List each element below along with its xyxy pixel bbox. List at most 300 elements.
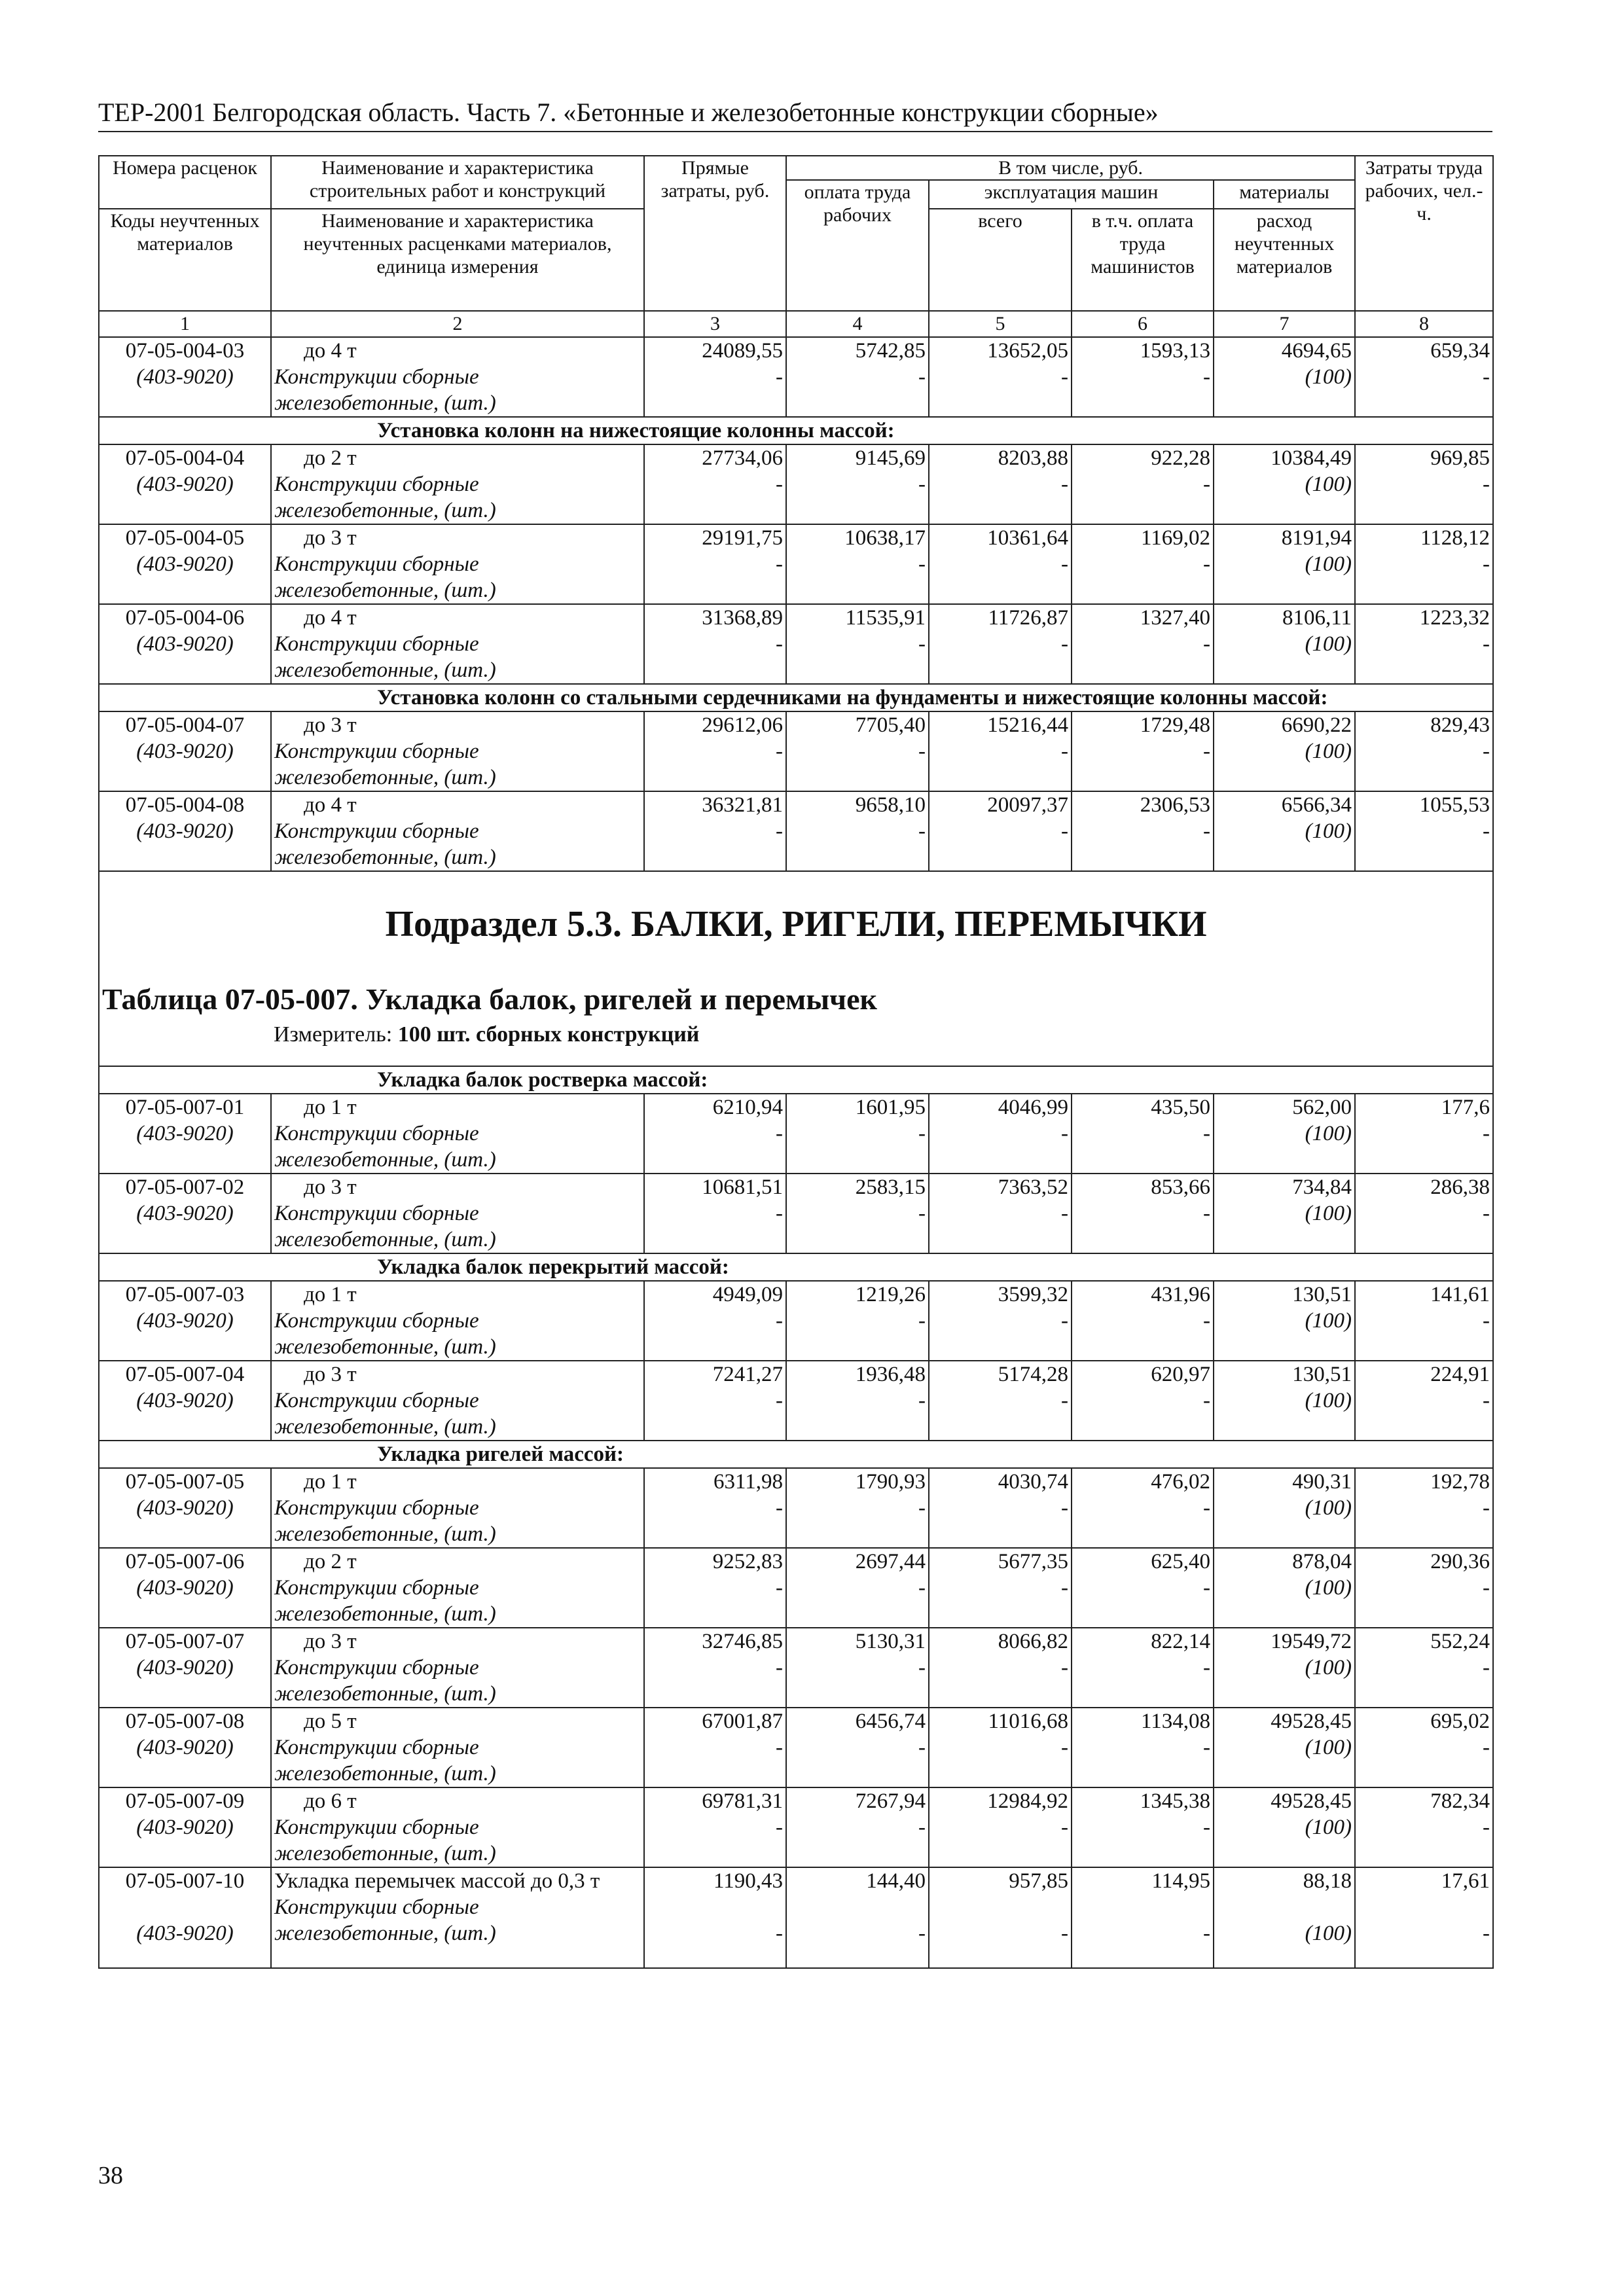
machinist-wages-cell <box>1072 711 1214 791</box>
worker-wages: 144,40 <box>866 1869 926 1893</box>
labor-hours-cell <box>1355 1867 1493 1968</box>
machine-cost-cell <box>929 1361 1072 1441</box>
material-name: Конструкции сборные железобетонные, (шт.) <box>274 1656 496 1706</box>
col-incl: В том числе, руб. <box>786 156 1355 180</box>
machine-cost-cell <box>929 711 1072 791</box>
col-wages: оплата труда рабочих <box>786 180 929 311</box>
labor-hours: 695,02 <box>1430 1710 1490 1733</box>
dash: - <box>776 1496 783 1520</box>
machine-cost-cell <box>929 1468 1072 1548</box>
rate-name: до 5 т <box>304 1710 357 1733</box>
worker-wages-cell <box>786 1628 929 1708</box>
dash: - <box>918 1816 926 1839</box>
col-direct: Прямые затраты, руб. <box>644 156 786 311</box>
dash: - <box>1483 1576 1490 1600</box>
labor-hours-cell <box>1355 444 1493 524</box>
dash: - <box>776 1816 783 1839</box>
col-code-top: Номера расценок <box>99 156 271 209</box>
group-title: Укладка балок перекрытий массой: <box>377 1255 729 1279</box>
machine-cost: 10361,64 <box>987 526 1068 550</box>
rate-name: до 1 т <box>304 1283 357 1306</box>
rate-row <box>99 1628 1493 1708</box>
rate-code-cell <box>99 1468 271 1548</box>
material-name: Конструкции сборные железобетонные, (шт.) <box>274 1895 496 1945</box>
direct-cost-cell <box>644 524 786 604</box>
machinist-wages-cell <box>1072 1281 1214 1361</box>
material-qty: (100) <box>1305 1202 1352 1225</box>
direct-cost: 67001,87 <box>702 1710 783 1733</box>
unit-label: Измеритель: <box>274 1022 393 1047</box>
dash: - <box>1483 1309 1490 1333</box>
material-code: (403-9020) <box>136 1656 234 1679</box>
labor-hours-cell <box>1355 1174 1493 1253</box>
rate-row <box>99 1281 1493 1361</box>
material-code: (403-9020) <box>136 1389 234 1412</box>
labor-hours-cell <box>1355 604 1493 684</box>
machinist-wages: 1169,02 <box>1140 526 1210 550</box>
material-qty: (100) <box>1305 552 1352 576</box>
material-qty: (100) <box>1305 819 1352 843</box>
dash: - <box>776 740 783 763</box>
machinist-wages: 853,66 <box>1151 1175 1210 1199</box>
rate-code-cell <box>99 1628 271 1708</box>
materials-cost-cell <box>1214 711 1355 791</box>
rate-desc-cell <box>271 1628 644 1708</box>
labor-hours-cell <box>1355 1094 1493 1174</box>
rate-code: 07-05-007-02 <box>125 1175 245 1199</box>
machinist-wages-cell <box>1072 791 1214 871</box>
col-num: 4 <box>786 311 929 337</box>
dash: - <box>918 632 926 656</box>
direct-cost-cell <box>644 711 786 791</box>
machinist-wages-cell <box>1072 337 1214 417</box>
dash: - <box>1203 365 1210 389</box>
labor-hours: 224,91 <box>1430 1363 1490 1386</box>
materials-cost: 19549,72 <box>1271 1630 1352 1653</box>
material-code: (403-9020) <box>136 1922 234 1945</box>
materials-cost-cell <box>1214 1468 1355 1548</box>
dash: - <box>1061 1202 1068 1225</box>
dash: - <box>1483 365 1490 389</box>
direct-cost: 10681,51 <box>702 1175 783 1199</box>
rate-code: 07-05-007-03 <box>125 1283 245 1306</box>
rate-name: до 1 т <box>304 1470 357 1494</box>
material-code: (403-9020) <box>136 632 234 656</box>
materials-cost-cell <box>1214 1174 1355 1253</box>
direct-cost-cell <box>644 444 786 524</box>
machinist-wages: 1134,08 <box>1140 1710 1210 1733</box>
dash: - <box>1483 819 1490 843</box>
rate-desc-cell <box>271 791 644 871</box>
rate-code-cell <box>99 791 271 871</box>
machine-cost-cell <box>929 604 1072 684</box>
machinist-wages: 822,14 <box>1151 1630 1210 1653</box>
dash: - <box>1203 1309 1210 1333</box>
dash: - <box>1061 1309 1068 1333</box>
dash: - <box>1203 1922 1210 1945</box>
worker-wages-cell <box>786 1281 929 1361</box>
labor-hours-cell <box>1355 1628 1493 1708</box>
worker-wages: 11535,91 <box>845 606 926 630</box>
worker-wages: 2583,15 <box>855 1175 926 1199</box>
worker-wages-cell <box>786 711 929 791</box>
rate-name: до 4 т <box>304 793 357 817</box>
worker-wages: 6456,74 <box>855 1710 926 1733</box>
machine-cost-cell <box>929 1867 1072 1968</box>
labor-hours-cell <box>1355 711 1493 791</box>
machine-cost-cell <box>929 444 1072 524</box>
materials-cost: 6566,34 <box>1281 793 1352 817</box>
machine-cost: 12984,92 <box>987 1789 1068 1813</box>
labor-hours: 1055,53 <box>1419 793 1490 817</box>
material-qty: (100) <box>1305 365 1352 389</box>
dash: - <box>1203 1496 1210 1520</box>
subsection-block <box>99 871 1493 1066</box>
worker-wages: 1936,48 <box>855 1363 926 1386</box>
direct-cost: 6210,94 <box>712 1096 783 1119</box>
labor-hours-cell <box>1355 337 1493 417</box>
machinist-wages-cell <box>1072 1361 1214 1441</box>
machine-cost: 957,85 <box>1009 1869 1068 1893</box>
dash: - <box>918 1576 926 1600</box>
rate-code-cell <box>99 1174 271 1253</box>
rate-name: до 3 т <box>304 526 357 550</box>
page-header: ТЕР-2001 Белгородская область. Часть 7. «Бетонные и железобетонные конструкции сборные» <box>98 97 1492 132</box>
machine-cost: 8203,88 <box>998 446 1068 470</box>
labor-hours: 1128,12 <box>1420 526 1490 550</box>
rate-name: Укладка перемычек массой до 0,3 т <box>274 1869 600 1893</box>
labor-hours: 17,61 <box>1441 1869 1490 1893</box>
group-header <box>99 684 1493 711</box>
dash: - <box>1203 1122 1210 1145</box>
labor-hours: 969,85 <box>1430 446 1490 470</box>
direct-cost: 24089,55 <box>702 339 783 363</box>
dash: - <box>1061 1122 1068 1145</box>
rate-row <box>99 1708 1493 1787</box>
materials-cost-cell <box>1214 444 1355 524</box>
material-name: Конструкции сборные железобетонные, (шт.) <box>274 632 496 682</box>
machine-cost-cell <box>929 1174 1072 1253</box>
rate-name: до 3 т <box>304 1363 357 1386</box>
material-name: Конструкции сборные железобетонные, (шт.) <box>274 740 496 789</box>
dash: - <box>1483 632 1490 656</box>
rate-row <box>99 1361 1493 1441</box>
labor-hours: 552,24 <box>1430 1630 1490 1653</box>
rate-desc-cell <box>271 337 644 417</box>
worker-wages-cell <box>786 1708 929 1787</box>
rate-desc-cell <box>271 1094 644 1174</box>
labor-hours-cell <box>1355 1361 1493 1441</box>
spacer <box>647 1894 783 1920</box>
dash: - <box>1203 1656 1210 1679</box>
rate-row <box>99 1094 1493 1174</box>
labor-hours: 141,61 <box>1430 1283 1490 1306</box>
materials-cost: 130,51 <box>1292 1363 1352 1386</box>
dash: - <box>1483 1816 1490 1839</box>
col-machines-total: всего <box>929 209 1072 311</box>
materials-cost-cell <box>1214 604 1355 684</box>
material-qty: (100) <box>1305 1816 1352 1839</box>
rate-code-cell <box>99 1867 271 1968</box>
machine-cost: 5174,28 <box>998 1363 1068 1386</box>
dash: - <box>1061 1736 1068 1759</box>
machine-cost: 7363,52 <box>998 1175 1068 1199</box>
direct-cost: 29191,75 <box>702 526 783 550</box>
materials-cost-cell <box>1214 1094 1355 1174</box>
rate-code-cell <box>99 604 271 684</box>
machinist-wages-cell <box>1072 604 1214 684</box>
direct-cost: 1190,43 <box>713 1869 783 1893</box>
worker-wages-cell <box>786 337 929 417</box>
material-name: Конструкции сборные железобетонные, (шт.) <box>274 473 496 522</box>
direct-cost-cell <box>644 1548 786 1628</box>
material-name: Конструкции сборные железобетонные, (шт.) <box>274 1496 496 1546</box>
machine-cost-cell <box>929 791 1072 871</box>
col-machines: эксплуатация машин <box>929 180 1214 209</box>
worker-wages-cell <box>786 1361 929 1441</box>
dash: - <box>776 1202 783 1225</box>
rate-desc-cell <box>271 1361 644 1441</box>
direct-cost: 6311,98 <box>713 1470 783 1494</box>
labor-hours-cell <box>1355 1468 1493 1548</box>
machine-cost: 4030,74 <box>998 1470 1068 1494</box>
materials-cost-cell <box>1214 1787 1355 1867</box>
rate-name: до 1 т <box>304 1096 357 1119</box>
rate-code: 07-05-004-06 <box>125 606 245 630</box>
worker-wages: 9658,10 <box>855 793 926 817</box>
col-materials: материалы <box>1214 180 1355 209</box>
direct-cost-cell <box>644 337 786 417</box>
dash: - <box>918 740 926 763</box>
rate-desc-cell <box>271 1281 644 1361</box>
dash: - <box>1061 819 1068 843</box>
machine-cost: 3599,32 <box>998 1283 1068 1306</box>
group-title: Укладка балок ростверка массой: <box>377 1068 708 1092</box>
dash: - <box>1203 552 1210 576</box>
dash: - <box>1061 365 1068 389</box>
rates-table <box>98 155 1494 1969</box>
rate-code-cell <box>99 337 271 417</box>
col-name-bottom: Наименование и характеристика неучтенных расценками материалов, единица измерения <box>271 209 644 311</box>
machinist-wages-cell <box>1072 1548 1214 1628</box>
worker-wages: 1790,93 <box>855 1470 926 1494</box>
machinist-wages-cell <box>1072 1787 1214 1867</box>
machine-cost: 4046,99 <box>998 1096 1068 1119</box>
dash: - <box>776 632 783 656</box>
dash: - <box>918 1922 926 1945</box>
worker-wages-cell <box>786 1468 929 1548</box>
dash: - <box>1483 740 1490 763</box>
rate-code: 07-05-007-07 <box>125 1630 245 1653</box>
worker-wages-cell <box>786 1867 929 1968</box>
col-name-top: Наименование и характеристика строительных работ и конструкций <box>271 156 644 209</box>
material-code: (403-9020) <box>136 1496 234 1520</box>
materials-cost-cell <box>1214 337 1355 417</box>
machinist-wages-cell <box>1072 1094 1214 1174</box>
materials-cost: 4694,65 <box>1281 339 1352 363</box>
rate-code-cell <box>99 444 271 524</box>
machine-cost: 11016,68 <box>988 1710 1068 1733</box>
dash: - <box>918 365 926 389</box>
group-cell <box>99 684 1493 711</box>
spacer <box>932 1894 1068 1920</box>
rate-code: 07-05-007-01 <box>125 1096 245 1119</box>
machinist-wages: 620,97 <box>1151 1363 1210 1386</box>
rate-row <box>99 1867 1493 1968</box>
dash: - <box>1061 1576 1068 1600</box>
dash: - <box>776 1309 783 1333</box>
rate-code-cell <box>99 1094 271 1174</box>
rate-name: до 4 т <box>304 606 357 630</box>
dash: - <box>1203 1576 1210 1600</box>
machinist-wages: 435,50 <box>1151 1096 1210 1119</box>
rate-desc-cell <box>271 1548 644 1628</box>
dash: - <box>918 1389 926 1412</box>
materials-cost: 490,31 <box>1292 1470 1352 1494</box>
material-qty: (100) <box>1305 1576 1352 1600</box>
rate-row <box>99 711 1493 791</box>
col-num: 8 <box>1355 311 1493 337</box>
labor-hours-cell <box>1355 791 1493 871</box>
rate-name: до 2 т <box>304 446 357 470</box>
group-cell <box>99 417 1493 444</box>
material-name: Конструкции сборные железобетонные, (шт.) <box>274 1576 496 1626</box>
direct-cost-cell <box>644 1787 786 1867</box>
rate-row <box>99 337 1493 417</box>
materials-cost: 8191,94 <box>1281 526 1352 550</box>
dash: - <box>918 1656 926 1679</box>
col-machinist-wages: в т.ч. оплата труда машинистов <box>1072 209 1214 311</box>
rate-row <box>99 1787 1493 1867</box>
dash: - <box>1061 1656 1068 1679</box>
materials-cost: 49528,45 <box>1271 1710 1352 1733</box>
group-title: Установка колонн на нижестоящие колонны массой: <box>377 419 895 442</box>
dash: - <box>1483 1496 1490 1520</box>
group-cell <box>99 1253 1493 1281</box>
material-code: (403-9020) <box>136 1736 234 1759</box>
dash: - <box>776 1122 783 1145</box>
material-name: Конструкции сборные железобетонные, (шт.) <box>274 365 496 415</box>
materials-cost: 878,04 <box>1292 1550 1352 1573</box>
rate-desc-cell <box>271 1787 644 1867</box>
material-qty: (100) <box>1305 1389 1352 1412</box>
rate-name: до 3 т <box>304 713 357 737</box>
direct-cost: 31368,89 <box>702 606 783 630</box>
rate-row <box>99 604 1493 684</box>
material-name: Конструкции сборные железобетонные, (шт.) <box>274 1122 496 1172</box>
group-cell <box>99 1066 1493 1094</box>
dash: - <box>1203 819 1210 843</box>
materials-cost: 88,18 <box>1303 1869 1352 1893</box>
dash: - <box>918 1309 926 1333</box>
dash: - <box>1483 1736 1490 1759</box>
worker-wages: 1219,26 <box>855 1283 926 1306</box>
material-code: (403-9020) <box>136 1576 234 1600</box>
direct-cost: 29612,06 <box>702 713 783 737</box>
group-cell <box>99 1441 1493 1468</box>
dash: - <box>776 819 783 843</box>
dash: - <box>1061 1496 1068 1520</box>
machinist-wages-cell <box>1072 524 1214 604</box>
material-code: (403-9020) <box>136 365 234 389</box>
rate-row <box>99 791 1493 871</box>
labor-hours-cell <box>1355 1281 1493 1361</box>
machinist-wages: 1327,40 <box>1140 606 1210 630</box>
materials-cost-cell <box>1214 1548 1355 1628</box>
group-header <box>99 1253 1493 1281</box>
materials-cost-cell <box>1214 1708 1355 1787</box>
dash: - <box>1203 1736 1210 1759</box>
rate-desc-cell <box>271 1468 644 1548</box>
subsection-title: Подраздел 5.3. БАЛКИ, РИГЕЛИ, ПЕРЕМЫЧКИ <box>385 904 1207 944</box>
material-code: (403-9020) <box>136 1816 234 1839</box>
labor-hours-cell <box>1355 1708 1493 1787</box>
dash: - <box>1061 552 1068 576</box>
rate-row <box>99 524 1493 604</box>
dash: - <box>1483 1922 1490 1945</box>
materials-cost-cell <box>1214 1361 1355 1441</box>
labor-hours: 286,38 <box>1430 1175 1490 1199</box>
material-name: Конструкции сборные железобетонные, (шт.) <box>274 1202 496 1251</box>
dash: - <box>776 473 783 496</box>
dash: - <box>1483 1202 1490 1225</box>
machinist-wages: 1729,48 <box>1140 713 1210 737</box>
material-code: (403-9020) <box>136 1202 234 1225</box>
labor-hours: 1223,32 <box>1419 606 1490 630</box>
col-labor: Затраты труда рабочих, чел.-ч. <box>1355 156 1493 311</box>
machine-cost: 5677,35 <box>998 1550 1068 1573</box>
machine-cost: 11726,87 <box>988 606 1068 630</box>
rate-code: 07-05-007-09 <box>125 1789 245 1813</box>
table-title: Таблица 07-05-007. Укладка балок, ригелей и перемычек <box>102 982 877 1016</box>
rate-row <box>99 1468 1493 1548</box>
dash: - <box>1203 740 1210 763</box>
rate-desc-cell <box>271 524 644 604</box>
labor-hours: 192,78 <box>1430 1470 1490 1494</box>
worker-wages: 7705,40 <box>855 713 926 737</box>
machinist-wages: 114,95 <box>1151 1869 1210 1893</box>
materials-cost: 130,51 <box>1292 1283 1352 1306</box>
machine-cost-cell <box>929 1094 1072 1174</box>
materials-cost-cell <box>1214 1628 1355 1708</box>
rate-code: 07-05-007-04 <box>125 1363 245 1386</box>
col-num: 7 <box>1214 311 1355 337</box>
worker-wages-cell <box>786 604 929 684</box>
material-code: (403-9020) <box>136 1309 234 1333</box>
worker-wages-cell <box>786 791 929 871</box>
materials-cost: 734,84 <box>1292 1175 1352 1199</box>
direct-cost-cell <box>644 1361 786 1441</box>
materials-cost: 8106,11 <box>1282 606 1352 630</box>
material-code: (403-9020) <box>136 819 234 843</box>
rate-code: 07-05-007-05 <box>125 1470 245 1494</box>
worker-wages: 5130,31 <box>855 1630 926 1653</box>
worker-wages-cell <box>786 444 929 524</box>
rate-code-cell <box>99 524 271 604</box>
dash: - <box>1061 740 1068 763</box>
material-name: Конструкции сборные железобетонные, (шт.) <box>274 819 496 869</box>
material-name: Конструкции сборные железобетонные, (шт.) <box>274 1816 496 1865</box>
dash: - <box>1483 1122 1490 1145</box>
dash: - <box>1061 1389 1068 1412</box>
rate-code: 07-05-007-06 <box>125 1550 245 1573</box>
machine-cost-cell <box>929 337 1072 417</box>
dash: - <box>918 819 926 843</box>
dash: - <box>918 1122 926 1145</box>
group-header <box>99 1441 1493 1468</box>
direct-cost-cell <box>644 1174 786 1253</box>
direct-cost-cell <box>644 1628 786 1708</box>
